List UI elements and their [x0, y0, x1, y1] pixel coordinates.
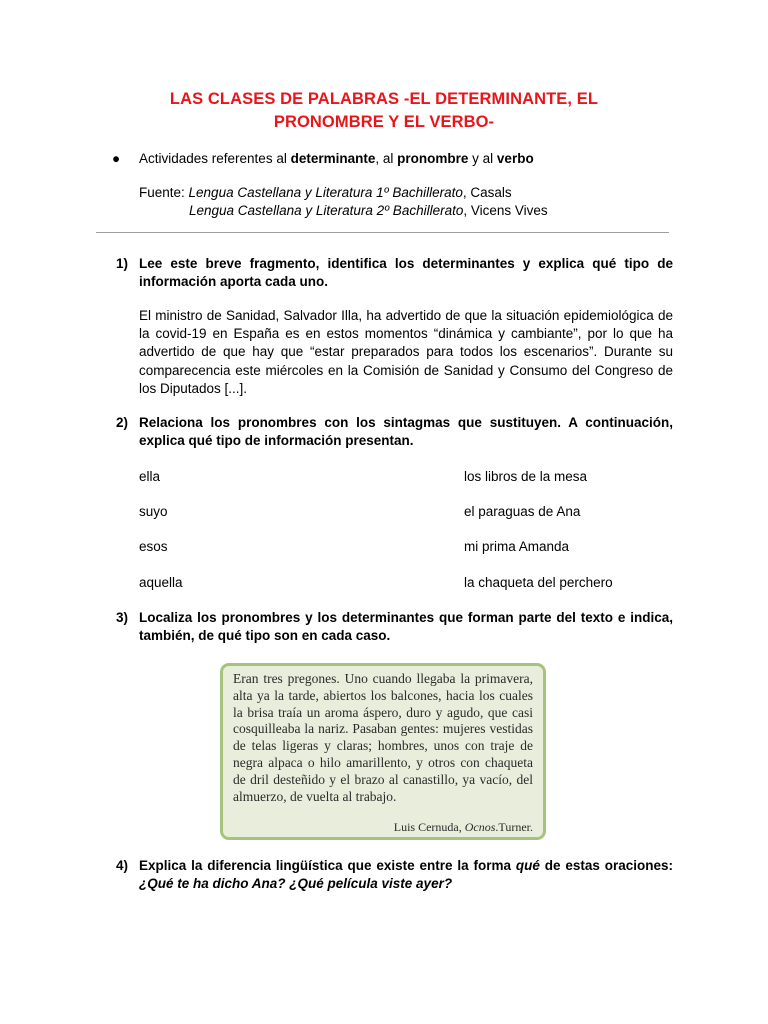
phrase-item: el paraguas de Ana: [464, 504, 581, 519]
question-1-number: 1): [116, 256, 129, 271]
page-title: [96, 88, 672, 134]
title-line-1: LAS CLASES DE PALABRAS -EL DETERMINANTE, EL: [169, 90, 599, 108]
phrase-item: mi prima Amanda: [464, 539, 570, 554]
phrase-item: los libros de la mesa: [464, 469, 588, 484]
question-4-prompt: Explica la diferencia lingüística que existe entre la forma qué de estas oraciones: ¿Qué te ha dicho Ana? ¿Qué película viste ayer?: [139, 858, 674, 891]
question-3-prompt: Localiza los pronombres y los determinantes que forman parte del texto e indica, también, de qué tipo son en cada caso.: [139, 610, 673, 643]
pronoun-item: esos: [139, 539, 168, 554]
question-3-number: 3): [116, 610, 129, 625]
question-2-number: 2): [116, 415, 129, 430]
title-line-2: PRONOMBRE Y EL VERBO-: [273, 113, 495, 131]
source-line-2: Lengua Castellana y Literatura 2º Bachillerato, Vicens Vives: [189, 203, 548, 218]
literary-quote-box: [220, 663, 546, 840]
divider: [96, 232, 669, 233]
source-line-1: Fuente: Lengua Castellana y Literatura 1º Bachillerato, Casals: [139, 185, 512, 200]
question-1-passage: El ministro de Sanidad, Salvador Illa, ha advertido de que la situación epidemiológica de la covid-19 en España es en estos momentos “dinámica y cambiante”, por lo que ha advertido de que hay que “estar preparados para todos los escenarios”. Durante su comparecencia este miércoles en la Comisión de Sanidad y Consumo del Congreso de los Diputados [...].: [139, 308, 673, 396]
pronoun-item: aquella: [139, 575, 183, 590]
question-4-number: 4): [116, 858, 129, 873]
intro-line: Actividades referentes al determinante, al pronombre y al verbo: [139, 151, 534, 166]
pronoun-item: ella: [139, 469, 161, 484]
bullet-point: ●: [112, 151, 121, 166]
quote-attribution: Luis Cernuda, Ocnos.Turner.: [393, 820, 533, 834]
phrase-item: la chaqueta del perchero: [464, 575, 613, 590]
pronoun-item: suyo: [139, 504, 168, 519]
question-2-prompt: Relaciona los pronombres con los sintagmas que sustituyen. A continuación, explica qué tipo de información presentan.: [139, 415, 673, 448]
question-1-prompt: Lee este breve fragmento, identifica los determinantes y explica qué tipo de información aporta cada uno.: [139, 256, 673, 289]
quote-text: Eran tres pregones. Uno cuando llegaba la primavera, alta ya la tarde, abiertos los balcones, hacia los cuales la brisa traía un aroma áspero, duro y agudo, que casi cosquilleaba la nariz. Pasaban gentes: mujeres vestidas de telas ligeras y claras; hombres, unos con traje de negra alpaca o hilo amarillento, y otros con chaqueta de dril desteñido y el brazo al canastillo, ya vacío, del almuerzo, de vuelta al trabajo.: [233, 671, 533, 804]
